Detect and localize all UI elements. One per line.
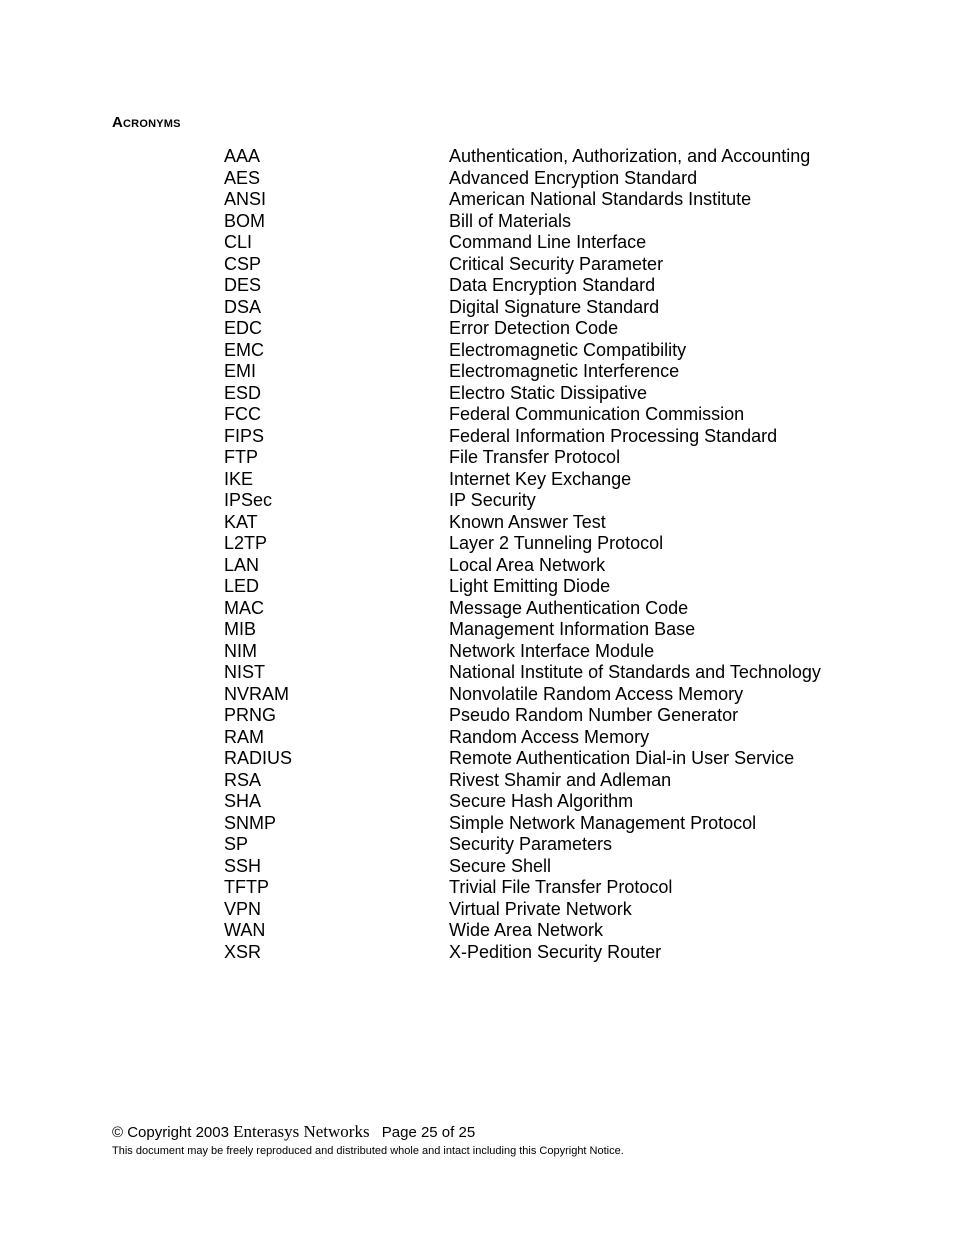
acronym-definition: Critical Security Parameter (449, 253, 664, 274)
acronym-term: SHA (224, 791, 262, 811)
acronym-definition: National Institute of Standards and Technology (449, 662, 821, 682)
acronym-term: NVRAM (224, 683, 290, 704)
acronym-term: ANSI (224, 189, 267, 209)
acronym-row (224, 189, 864, 211)
acronym-definition: Bill of Materials (449, 210, 572, 231)
acronym-row (224, 598, 864, 620)
acronym-row (224, 146, 864, 168)
acronym-definition: Random Access Memory (449, 726, 650, 747)
acronym-term: SSH (224, 855, 262, 876)
acronym-row (224, 576, 864, 598)
acronym-definition: Authentication, Authorization, and Accounting (449, 146, 811, 166)
acronym-definition: Advanced Encryption Standard (449, 167, 698, 188)
acronym-term: RAM (224, 726, 264, 747)
acronym-definition: Digital Signature Standard (449, 296, 660, 317)
acronym-definition: Secure Shell (449, 855, 552, 876)
acronym-term: CLI (224, 232, 253, 252)
acronym-definition: X-Pedition Security Router (449, 941, 662, 962)
acronym-row (224, 297, 864, 319)
acronym-definition: Pseudo Random Number Generator (449, 705, 739, 725)
acronym-row (224, 705, 864, 727)
acronym-row (224, 318, 864, 340)
acronym-definition: Network Interface Module (449, 640, 655, 661)
acronym-definition: Electro Static Dissipative (449, 382, 648, 403)
acronym-definition: Nonvolatile Random Access Memory (449, 683, 744, 704)
acronym-row (224, 920, 864, 942)
acronym-term: DSA (224, 296, 262, 317)
acronym-definition: Command Line Interface (449, 232, 647, 252)
acronym-row (224, 168, 864, 190)
acronym-row (224, 340, 864, 362)
acronym-row (224, 469, 864, 491)
acronym-definition: Layer 2 Tunneling Protocol (449, 533, 664, 553)
acronym-row (224, 619, 864, 641)
acronym-row (224, 383, 864, 405)
acronym-definition: Trivial File Transfer Protocol (449, 877, 673, 897)
acronym-term: IKE (224, 468, 254, 489)
copyright-text: © Copyright 2003 (112, 1124, 229, 1141)
acronym-row (224, 512, 864, 534)
acronym-definition: Electromagnetic Interference (449, 361, 680, 381)
acronym-term: FCC (224, 404, 261, 424)
acronym-term: EMC (224, 339, 264, 360)
acronym-row (224, 748, 864, 770)
acronym-row (224, 877, 864, 899)
acronym-definition: Light Emitting Diode (449, 576, 611, 596)
acronym-definition: Known Answer Test (449, 511, 606, 532)
acronym-definition: Internet Key Exchange (449, 468, 632, 489)
acronym-definition: Management Information Base (449, 619, 696, 639)
acronym-definition: Federal Communication Commission (449, 404, 745, 424)
acronym-definition: Virtual Private Network (449, 898, 632, 919)
acronym-term: SNMP (224, 812, 277, 833)
acronym-row (224, 770, 864, 792)
acronym-term: DES (224, 275, 262, 295)
acronym-row (224, 533, 864, 555)
acronym-definition: IP Security (449, 490, 536, 510)
acronym-term: LAN (224, 554, 260, 575)
acronym-row (224, 426, 864, 448)
acronym-term: LED (224, 576, 260, 596)
company-name: Enterasys Networks (233, 1122, 370, 1141)
acronym-term: MIB (224, 619, 257, 639)
acronym-row (224, 555, 864, 577)
acronym-row (224, 727, 864, 749)
acronym-definition: Rivest Shamir and Adleman (449, 769, 672, 790)
acronym-term: IPSec (224, 490, 273, 510)
acronym-definition: American National Standards Institute (449, 189, 752, 209)
acronym-row (224, 232, 864, 254)
acronym-term: L2TP (224, 533, 268, 553)
acronym-term: EDC (224, 318, 263, 338)
acronym-term: KAT (224, 511, 258, 532)
acronym-row (224, 834, 864, 856)
acronym-row (224, 662, 864, 684)
acronym-term: EMI (224, 361, 257, 381)
acronym-list (224, 146, 864, 963)
footer-copyright-line (112, 1121, 624, 1144)
acronym-row (224, 490, 864, 512)
acronym-term: NIST (224, 662, 266, 682)
acronym-term: ESD (224, 382, 262, 403)
acronym-definition: Secure Hash Algorithm (449, 791, 634, 811)
acronym-term: FIPS (224, 425, 265, 446)
page-footer (112, 1121, 624, 1158)
acronym-row (224, 942, 864, 964)
acronym-row (224, 447, 864, 469)
acronym-term: FTP (224, 447, 258, 467)
acronym-row (224, 813, 864, 835)
acronym-term: NIM (224, 640, 257, 661)
acronym-definition: Electromagnetic Compatibility (449, 339, 687, 360)
acronym-definition: Remote Authentication Dial-in User Service (449, 748, 795, 768)
acronym-term: PRNG (224, 705, 277, 725)
acronym-definition: Simple Network Management Protocol (449, 812, 757, 833)
acronym-term: SP (224, 834, 249, 854)
acronym-term: RADIUS (224, 748, 293, 768)
acronym-row (224, 361, 864, 383)
acronym-definition: Local Area Network (449, 554, 606, 575)
acronym-definition: Federal Information Processing Standard (449, 425, 778, 446)
acronym-definition: File Transfer Protocol (449, 447, 621, 467)
acronym-definition: Wide Area Network (449, 920, 604, 940)
acronym-row (224, 254, 864, 276)
acronym-definition: Security Parameters (449, 834, 613, 854)
acronym-row (224, 899, 864, 921)
acronym-term: CSP (224, 253, 262, 274)
acronym-row (224, 856, 864, 878)
acronym-term: RSA (224, 769, 262, 790)
page-number: Page 25 of 25 (381, 1124, 476, 1141)
acronym-term: VPN (224, 898, 262, 919)
acronym-term: BOM (224, 210, 266, 231)
acronym-definition: Error Detection Code (449, 318, 619, 338)
acronym-row (224, 275, 864, 297)
acronym-row (224, 641, 864, 663)
acronym-row (224, 791, 864, 813)
acronym-definition: Message Authentication Code (449, 597, 689, 618)
acronym-row (224, 684, 864, 706)
acronym-term: AES (224, 167, 261, 188)
acronym-term: WAN (224, 920, 266, 940)
copyright-notice: This document may be freely reproduced and distributed whole and intact including this Copyright Notice. (112, 1145, 624, 1157)
acronym-term: TFTP (224, 877, 269, 897)
section-heading: Acronyms (112, 114, 181, 131)
acronym-row (224, 211, 864, 233)
acronym-term: MAC (224, 597, 264, 618)
acronym-term: AAA (224, 146, 261, 166)
acronym-definition: Data Encryption Standard (449, 275, 656, 295)
acronym-term: XSR (224, 941, 262, 962)
acronym-row (224, 404, 864, 426)
